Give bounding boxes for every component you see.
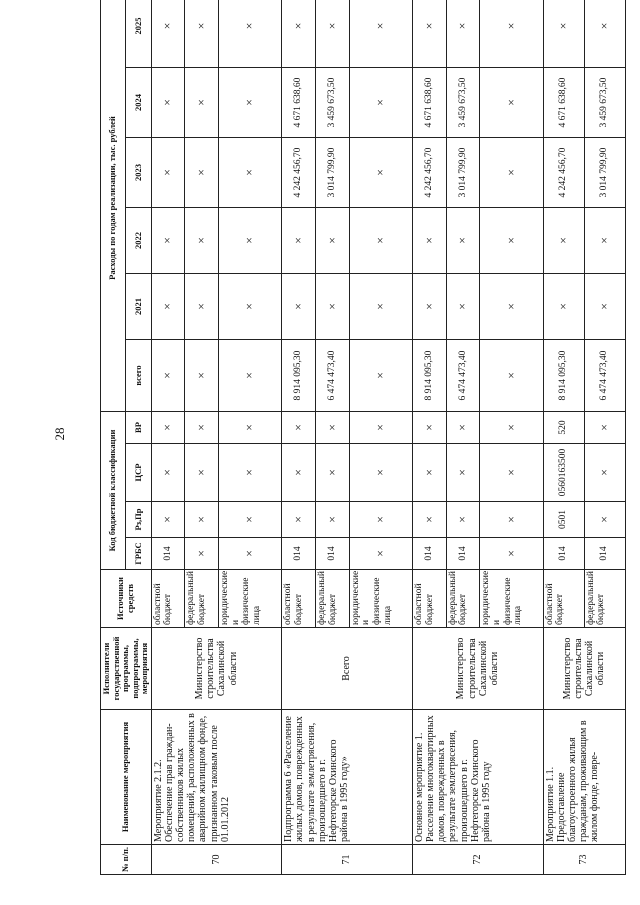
funding-source: юридические и физические лица (349, 570, 412, 628)
y2021-cell: × (412, 274, 446, 340)
y2022-cell: × (412, 208, 446, 274)
funding-source: областной бюджет (412, 570, 446, 628)
funding-source: юридические и физические лица (218, 570, 281, 628)
header-grbs: ГРБС (126, 538, 151, 570)
grbs-cell: 014 (151, 538, 185, 570)
csr-cell: × (315, 444, 349, 502)
total-cell: × (480, 340, 543, 412)
y2025-cell: × (584, 0, 625, 68)
csr-cell: × (584, 444, 625, 502)
rzpr-cell: × (315, 502, 349, 538)
header-name: Наименование мероприятия (101, 710, 152, 845)
csr-cell: × (185, 444, 219, 502)
header-2025: 2025 (126, 0, 151, 68)
total-cell: × (218, 340, 281, 412)
grbs-cell: 014 (446, 538, 480, 570)
y2022-cell: × (151, 208, 185, 274)
executor: Министерство строительства Сахалинской области (543, 628, 625, 710)
total-cell: × (349, 340, 412, 412)
activity-name: Основное мероприятие 1. Расселение многоквартирных домов, поврежденных в результате землетрясения, произошедшего в г. Нефтегорске Охинского района в 1995 году (412, 710, 543, 845)
rzpr-cell: × (151, 502, 185, 538)
y2023-cell: × (151, 138, 185, 208)
y2024-cell: 4 671 638,60 (282, 68, 316, 138)
y2025-cell: × (412, 0, 446, 68)
y2022-cell: × (480, 208, 543, 274)
y2022-cell: × (446, 208, 480, 274)
y2024-cell: 4 671 638,60 (543, 68, 584, 138)
vr-cell: × (218, 412, 281, 444)
funding-source: областной бюджет (282, 570, 316, 628)
total-cell: 6 474 473,40 (446, 340, 480, 412)
rzpr-cell: × (349, 502, 412, 538)
y2024-cell: × (218, 68, 281, 138)
y2021-cell: × (480, 274, 543, 340)
rzpr-cell: × (412, 502, 446, 538)
table-row (543, 0, 584, 875)
y2021-cell: × (151, 274, 185, 340)
row-number: 72 (412, 845, 543, 875)
activity-name: Мероприятие 1.1. Предоставление благоустроенного жилья гражданам, проживающим в жилом фонде, повре- (543, 710, 625, 845)
row-number: 70 (151, 845, 282, 875)
funding-source: федеральный бюджет (446, 570, 480, 628)
header-budget-code: Код бюджетной классификации (101, 412, 126, 570)
funding-source: областной бюджет (151, 570, 185, 628)
y2024-cell: × (151, 68, 185, 138)
y2024-cell: 3 459 673,50 (446, 68, 480, 138)
y2025-cell: × (480, 0, 543, 68)
table-row (151, 0, 185, 875)
funding-source: федеральный бюджет (315, 570, 349, 628)
budget-table (100, 0, 626, 875)
total-cell: 8 914 095,30 (282, 340, 316, 412)
vr-cell: × (315, 412, 349, 444)
budget-table-sheet (100, 15, 625, 875)
header-executor: Исполнители государственной программы, подпрограммы, мероприятия (101, 628, 152, 710)
y2023-cell: × (185, 138, 219, 208)
row-number: 73 (543, 845, 625, 875)
grbs-cell: 014 (543, 538, 584, 570)
header-rzpr: Рз,Пр (126, 502, 151, 538)
vr-cell: × (349, 412, 412, 444)
page-number: 28 (52, 427, 67, 441)
vr-cell: × (584, 412, 625, 444)
y2024-cell: 4 671 638,60 (412, 68, 446, 138)
table-row (282, 0, 316, 875)
total-cell: 6 474 473,40 (584, 340, 625, 412)
y2025-cell: × (543, 0, 584, 68)
vr-cell: × (185, 412, 219, 444)
y2024-cell: × (349, 68, 412, 138)
executor: Министерство строительства Сахалинской области (151, 628, 282, 710)
y2023-cell: × (349, 138, 412, 208)
funding-source: юридические и физические лица (480, 570, 543, 628)
vr-cell: 520 (543, 412, 584, 444)
y2022-cell: × (218, 208, 281, 274)
y2025-cell: × (349, 0, 412, 68)
row-number: 71 (282, 845, 413, 875)
csr-cell: × (282, 444, 316, 502)
header-csr: ЦСР (126, 444, 151, 502)
y2022-cell: × (282, 208, 316, 274)
grbs-cell: 014 (412, 538, 446, 570)
y2021-cell: × (584, 274, 625, 340)
grbs-cell: × (480, 538, 543, 570)
y2024-cell: 3 459 673,50 (315, 68, 349, 138)
y2022-cell: × (185, 208, 219, 274)
grbs-cell: × (218, 538, 281, 570)
total-cell: × (185, 340, 219, 412)
y2023-cell: 4 242 456,70 (282, 138, 316, 208)
csr-cell: 0560163500 (543, 444, 584, 502)
grbs-cell: 014 (282, 538, 316, 570)
rzpr-cell: × (185, 502, 219, 538)
csr-cell: × (218, 444, 281, 502)
vr-cell: × (151, 412, 185, 444)
activity-name: Подпрограмма 6 «Расселение жилых домов, поврежденных в результате землетрясения, произошедшего в г. Нефтегорске Охинского района в 1995 году» (282, 710, 413, 845)
y2022-cell: × (584, 208, 625, 274)
total-cell: 8 914 095,30 (543, 340, 584, 412)
csr-cell: × (480, 444, 543, 502)
y2024-cell: 3 459 673,50 (584, 68, 625, 138)
y2021-cell: × (282, 274, 316, 340)
y2021-cell: × (218, 274, 281, 340)
executor: Министерство строительства Сахалинской области (412, 628, 543, 710)
header-2024: 2024 (126, 68, 151, 138)
grbs-cell: × (349, 538, 412, 570)
y2025-cell: × (282, 0, 316, 68)
header-num: № п/п. (101, 845, 152, 875)
y2021-cell: × (543, 274, 584, 340)
funding-source: федеральный бюджет (584, 570, 625, 628)
y2023-cell: 4 242 456,70 (412, 138, 446, 208)
table-row (412, 0, 446, 875)
y2021-cell: × (315, 274, 349, 340)
y2022-cell: × (543, 208, 584, 274)
funding-source: областной бюджет (543, 570, 584, 628)
header-total: всего (126, 340, 151, 412)
y2025-cell: × (218, 0, 281, 68)
header-expenses: Расходы по годам реализации, тыс. рублей (101, 0, 126, 412)
funding-source: федеральный бюджет (185, 570, 219, 628)
y2024-cell: × (185, 68, 219, 138)
header-2021: 2021 (126, 274, 151, 340)
header-vr: ВР (126, 412, 151, 444)
rzpr-cell: 0501 (543, 502, 584, 538)
y2021-cell: × (446, 274, 480, 340)
header-source: Источники средств (101, 570, 152, 628)
rzpr-cell: × (446, 502, 480, 538)
vr-cell: × (282, 412, 316, 444)
csr-cell: × (151, 444, 185, 502)
rzpr-cell: × (218, 502, 281, 538)
y2023-cell: × (480, 138, 543, 208)
y2025-cell: × (151, 0, 185, 68)
total-cell: 6 474 473,40 (315, 340, 349, 412)
header-2022: 2022 (126, 208, 151, 274)
grbs-cell: × (185, 538, 219, 570)
y2024-cell: × (480, 68, 543, 138)
vr-cell: × (480, 412, 543, 444)
y2022-cell: × (349, 208, 412, 274)
total-cell: × (151, 340, 185, 412)
y2025-cell: × (446, 0, 480, 68)
csr-cell: × (446, 444, 480, 502)
rzpr-cell: × (282, 502, 316, 538)
header-2023: 2023 (126, 138, 151, 208)
y2021-cell: × (185, 274, 219, 340)
vr-cell: × (446, 412, 480, 444)
y2025-cell: × (315, 0, 349, 68)
y2022-cell: × (315, 208, 349, 274)
y2023-cell: 3 014 799,90 (315, 138, 349, 208)
rzpr-cell: × (584, 502, 625, 538)
csr-cell: × (349, 444, 412, 502)
y2023-cell: 3 014 799,90 (584, 138, 625, 208)
rzpr-cell: × (480, 502, 543, 538)
y2023-cell: 3 014 799,90 (446, 138, 480, 208)
y2021-cell: × (349, 274, 412, 340)
grbs-cell: 014 (584, 538, 625, 570)
y2023-cell: 4 242 456,70 (543, 138, 584, 208)
csr-cell: × (412, 444, 446, 502)
executor: Всего (282, 628, 413, 710)
y2025-cell: × (185, 0, 219, 68)
activity-name: Мероприятие 2.1.2. Обеспечение прав граждан-собственников жилых помещений, расположенных в аварийном жилищном фонде, признанном таковым после 01.01.2012 (151, 710, 282, 845)
grbs-cell: 014 (315, 538, 349, 570)
total-cell: 8 914 095,30 (412, 340, 446, 412)
vr-cell: × (412, 412, 446, 444)
y2023-cell: × (218, 138, 281, 208)
